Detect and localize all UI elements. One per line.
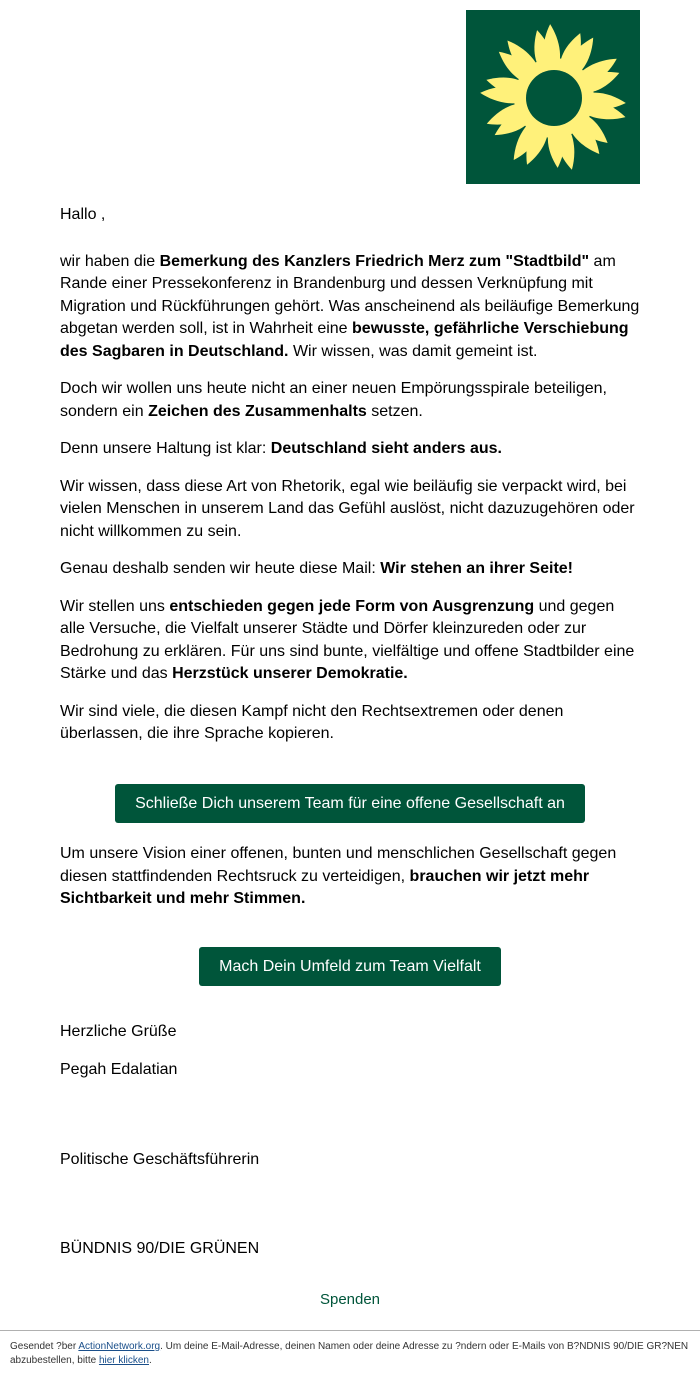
join-team-button[interactable]: Schließe Dich unserem Team für eine offene Gesellschaft an — [115, 784, 585, 823]
paragraph-1: wir haben die Bemerkung des Kanzlers Friedrich Merz zum "Stadtbild" am Rande einer Pressekonferenz in Brandenburg und dessen Verknüpfung mit Migration und Rückführungen gehört. Was anscheinend als beiläufige Bemerkung abgetan werden soll, ist in Wahrheit eine bewusste, gefährliche Verschiebung des Sagbaren in Deutschland. Wir wissen, was damit gemeint ist. — [60, 252, 640, 360]
paragraph-4: Wir wissen, dass diese Art von Rhetorik, egal wie beiläufig sie verpackt wird, bei vielen Menschen in unserem Land das Gefühl auslöst, nicht dazuzugehören oder nicht willkommen zu sein. — [60, 477, 635, 540]
paragraph-7: Wir sind viele, die diesen Kampf nicht den Rechtsextremen oder denen überlassen, die ihre Sprache kopieren. — [60, 702, 564, 742]
email-body — [60, 204, 640, 761]
signer-title: Politische Geschäftsführerin — [60, 1151, 260, 1168]
paragraph-8: Um unsere Vision einer offenen, bunten und menschlichen Gesellschaft gegen diesen stattfindenden Rechtsruck zu verteidigen, brauchen wir jetzt mehr Sichtbarkeit und mehr Stimmen. — [60, 845, 617, 907]
greeting: Hallo , — [60, 206, 106, 223]
signer-name: Pegah Edalatian — [60, 1061, 178, 1078]
actionnetwork-link[interactable]: ActionNetwork.org — [78, 1341, 161, 1352]
party-logo — [466, 10, 640, 184]
paragraph-2: Doch wir wollen uns heute nicht an einer neuen Empörungsspirale beteiligen, sondern ein Zeichen des Zusammenhalts setzen. — [60, 380, 607, 420]
footer-text: Gesendet ?ber ActionNetwork.org. Um deine E-Mail-Adresse, deinen Namen oder deine Adresse zu ?ndern oder E-Mails von B?NDNIS 90/DIE GR?NEN abzubestellen, bitte hier klicken. — [10, 1341, 689, 1366]
paragraph-6: Wir stellen uns entschieden gegen jede Form von Ausgrenzung und gegen alle Versuche, die Vielfalt unserer Städte und Dörfer kleinzureden oder zur Bedrohung zu erklären. Für uns sind bunte, vielfältige und offene Stadtbilder eine Stärke und das Herzstück unserer Demokratie. — [60, 597, 635, 682]
sunflower-icon — [466, 10, 640, 184]
organization-name: BÜNDNIS 90/DIE GRÜNEN — [60, 1240, 260, 1257]
donate-link[interactable]: Spenden — [319, 1291, 381, 1308]
team-vielfalt-button[interactable]: Mach Dein Umfeld zum Team Vielfalt — [199, 947, 501, 986]
unsubscribe-link[interactable]: hier klicken — [98, 1355, 149, 1366]
paragraph-3: Denn unsere Haltung ist klar: Deutschland sieht anders aus. — [60, 440, 502, 457]
paragraph-5: Genau deshalb senden wir heute diese Mail: Wir stehen an ihrer Seite! — [60, 560, 573, 577]
closing: Herzliche Grüße — [60, 1023, 177, 1040]
footer-divider — [0, 1330, 700, 1331]
